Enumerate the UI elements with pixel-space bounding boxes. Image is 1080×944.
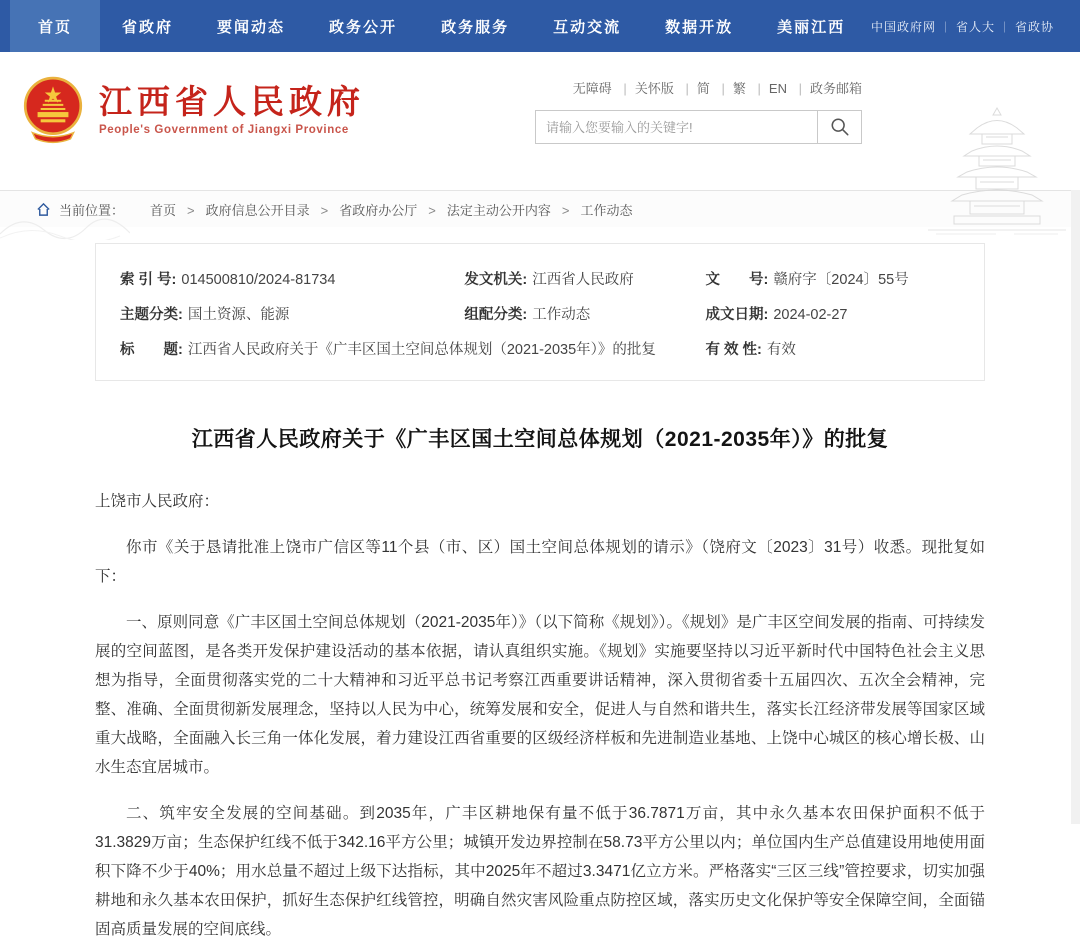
search-input[interactable] (536, 111, 817, 143)
meta-document-number: 文 号: 赣府字〔2024〕55号 (705, 272, 909, 288)
nav-home[interactable]: 首页 (10, 0, 100, 52)
article-paragraph: 你市《关于恳请批准上饶市广信区等11个县（市、区）国土空间总体规划的请示》（饶府文〔2023〕31号）收悉。现批复如下： (95, 539, 985, 585)
meta-subject-category: 主题分类: 国土资源、能源 (120, 307, 290, 323)
article-paragraph: 二、筑牢安全发展的空间基础。到2035年，广丰区耕地保有量不低于36.7871万亩，其中永久基本农田保护面积不低于31.3829万亩；生态保护红线不低于342.16平方公里；城镇开发边界控制在58.73平方公里以内；单位国内生产总值建设用地使用面积下降不少于40%；用水总量不超过上级下达指标，其中2025年不超过3.3471亿立方米。严格落实“三区三线”管控要求，切实加强耕地和永久基本农田保护，抓好生态保护红线管控，明确自然灾害风险重点防控区域，落实历史文化保护等安全保障空间，全面锚固高质量发展的空间底线。 (95, 805, 985, 938)
nav-interaction[interactable]: 互动交流 (553, 18, 622, 36)
link-simplified-chinese[interactable]: | 简 (677, 81, 709, 96)
link-provincial-congress[interactable]: ｜ 省人大 (936, 18, 995, 35)
site-header (0, 52, 1080, 190)
breadcrumb-label: 当前位置： (59, 202, 125, 218)
meta-title: 标 题: 江西省人民政府关于《广丰区国土空间总体规划（2021-2035年）》的批复 (120, 342, 656, 358)
nav-gov-services[interactable]: 政务服务 (441, 18, 510, 36)
article-title: 江西省人民政府关于《广丰区国土空间总体规划（2021-2035年）》的批复 (191, 428, 889, 451)
search-button[interactable] (817, 111, 861, 143)
nav-external-links (871, 0, 1080, 52)
link-china-gov[interactable]: 中国政府网 (870, 19, 936, 34)
nav-gov-disclosure[interactable]: 政务公开 (329, 18, 398, 36)
site-logo[interactable] (20, 74, 365, 146)
link-accessibility[interactable]: 无障碍 (572, 81, 612, 96)
link-gov-mailbox[interactable]: | 政务邮箱 (791, 81, 862, 96)
crumb-statutory-disclosure[interactable]: > 法定主动公开内容 (417, 200, 551, 219)
article-paragraph: 一、原则同意《广丰区国土空间总体规划（2021-2035年）》（以下简称《规划》）。《规划》是广丰区空间发展的指南、可持续发展的空间蓝图，是各类开发保护建设活动的基本依据，请认真组织实施。《规划》实施要坚持以习近平新时代中国特色社会主义思想为指导，全面贯彻落实党的二十大精神和习近平总书记考察江西重要讲话精神，深入贯彻省委十五届四次、五次全会精神，完整、准确、全面贯彻新发展理念，坚持以人民为中心，统筹发展和安全，促进人与自然和谐共生，落实长江经济带发展等国家区域重大战略，全面融入长三角一体化发展，着力建设江西省重要的区级经济样板和先进制造业基地、上饶中心城区的核心增长极、山水生态宜居城市。 (95, 614, 985, 776)
meta-issue-date: 成文日期: 2024-02-27 (705, 307, 848, 323)
top-navbar (0, 0, 1080, 52)
link-english[interactable]: | EN (750, 81, 787, 96)
breadcrumb (0, 190, 1080, 227)
nav-provincial-gov[interactable]: 省政府 (122, 18, 174, 36)
meta-validity: 有 效 性: 有效 (705, 342, 796, 358)
scrollbar[interactable] (1071, 190, 1080, 824)
document-meta-table (95, 243, 985, 381)
crumb-home[interactable]: 首页 (150, 202, 177, 218)
link-provincial-cppcc[interactable]: ｜ 省政协 (995, 18, 1054, 35)
site-name: 江西省人民政府 (99, 82, 365, 120)
pavilion-sketch-art (922, 104, 1072, 238)
nav-open-data[interactable]: 数据开放 (665, 18, 734, 36)
meta-issuing-agency: 发文机关: 江西省人民政府 (464, 272, 634, 288)
crumb-general-office[interactable]: > 省政府办公厅 (310, 200, 418, 219)
link-traditional-chinese[interactable]: | 繁 (713, 81, 745, 96)
search-icon (830, 117, 850, 137)
document-page (95, 227, 985, 944)
nav-menu (0, 0, 867, 52)
quick-links (535, 78, 862, 97)
nav-beautiful-jiangxi[interactable]: 美丽江西 (777, 18, 846, 36)
crumb-info-disclosure-catalog[interactable]: > 政府信息公开目录 (176, 200, 310, 219)
hills-sketch-art (0, 198, 130, 240)
link-elder-mode[interactable]: | 关怀版 (615, 81, 673, 96)
article-body (95, 487, 985, 944)
national-emblem-icon (20, 74, 86, 146)
site-name-english: People's Government of Jiangxi Province (99, 123, 349, 136)
meta-index-number: 索 引 号: 014500810/2024-81734 (120, 272, 336, 288)
meta-group-category: 组配分类: 工作动态 (464, 307, 591, 323)
search-bar (535, 110, 862, 144)
article-salutation: 上饶市人民政府： (95, 493, 220, 510)
nav-news[interactable]: 要闻动态 (217, 18, 286, 36)
crumb-work-updates[interactable]: > 工作动态 (551, 200, 633, 219)
header-tools (535, 78, 862, 144)
